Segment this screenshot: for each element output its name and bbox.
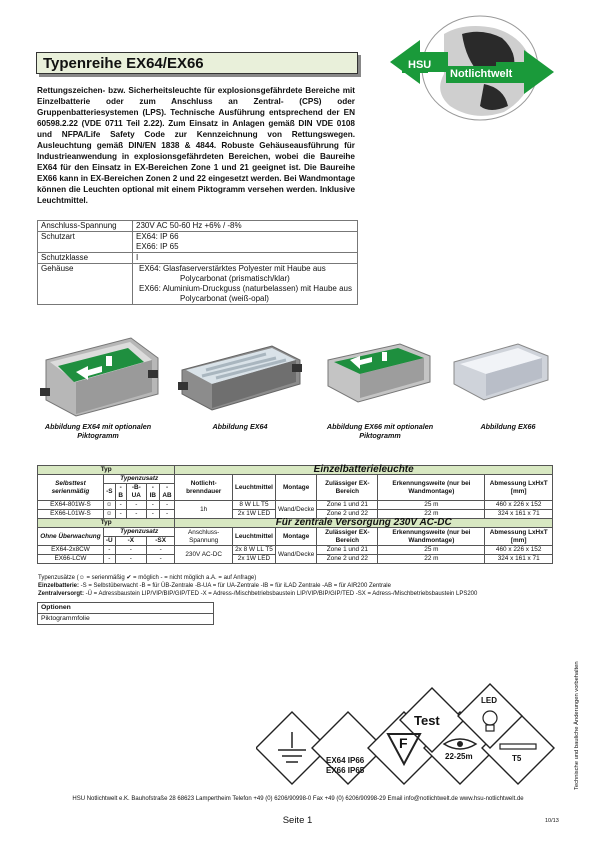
caption-ex64-pictogram: Abbildung EX64 mit optionalen Piktogramm: [44, 422, 152, 440]
table-row: [38, 546, 553, 555]
abmessung-header: Abmessung LxHxT [mm]: [485, 528, 553, 546]
ex-header: Zulässiger EX-Bereich: [317, 528, 378, 546]
dim-cell: 460 x 226 x 152: [485, 546, 553, 555]
spec-value-line: EX64: IP 66: [136, 232, 179, 241]
spec-value-line: EX66: IP 65: [136, 242, 179, 251]
spec-row: [38, 264, 358, 305]
feature-icons: [256, 678, 556, 798]
spec-value: [133, 264, 358, 305]
options-header: Optionen: [38, 603, 214, 614]
zusatz-code: -B-UA: [126, 484, 146, 501]
ip-label-1: EX64 IP66: [326, 756, 365, 765]
type-cell: EX66-L01W-S: [38, 510, 104, 519]
company-logo: [384, 14, 560, 124]
ew-cell: 22 m: [378, 510, 485, 519]
zentral-header: Für zentrale Versorgung 230V AC-DC: [175, 519, 553, 528]
anschluss-header: Anschluss-Spannung: [175, 528, 233, 546]
logo-hsu-text: HSU: [408, 59, 432, 71]
ew-cell: 25 m: [378, 546, 485, 555]
ex66-photo: [448, 330, 558, 420]
ew-cell: 25 m: [378, 501, 485, 510]
type-cell: EX64-2x8CW: [38, 546, 104, 555]
lm-cell: 8 W LL T5: [232, 501, 275, 510]
caption-ex66: Abbildung EX66: [480, 422, 536, 431]
page-title: Typenreihe EX64/EX66: [36, 52, 358, 74]
caption-ex64: Abbildung EX64: [212, 422, 268, 431]
doc-date: 10/13: [545, 818, 559, 824]
typ-header: Typ: [38, 519, 175, 528]
selbsttest-header: Selbsttest serienmäßig: [38, 475, 104, 501]
leuchtmittel-header: Leuchtmittel: [232, 475, 275, 501]
dim-cell: 324 x 161 x 71: [485, 510, 553, 519]
zusatz-code: -B: [115, 484, 126, 501]
dim-cell: 324 x 161 x 71: [485, 555, 553, 564]
test-label: Test: [414, 713, 440, 728]
spec-key: Gehäuse: [38, 264, 133, 305]
typenzusatz-header: Typenzusatz: [103, 528, 174, 537]
spec-row: [38, 221, 358, 232]
leuchtmittel-header: Leuchtmittel: [232, 528, 275, 546]
zusatz-cell: -: [126, 501, 146, 510]
disclaimer-vertical: [574, 640, 586, 790]
table-band: [38, 466, 553, 475]
ex-cell: Zone 1 und 21: [317, 546, 378, 555]
legend-label: Einzelbatterie:: [38, 583, 80, 589]
spec-key: Schutzklasse: [38, 253, 133, 264]
zusatz-code: -S: [103, 484, 115, 501]
zusatz-cell: -: [115, 546, 146, 555]
product-photos: [30, 330, 570, 450]
legend-text: -Ü = Adressbaustein LIP/VIP/BIP/GIP/TED -X = Adress-/Mischbetriebsbaustein LIP/VIP/BIP/GIP/TED -SX = Adress-/Mischbetriebsbaustein LPS200: [84, 591, 478, 597]
dauer-cell: 1h: [175, 501, 233, 519]
zusatz-cell: -: [146, 546, 174, 555]
einzel-header: Einzelbatterieleuchte: [175, 466, 553, 475]
ex-cell: Zone 2 und 22: [317, 555, 378, 564]
spec-value-line: EX66: Aluminium-Druckguss (naturbelassen) mit Haube aus Polycarbonat (weiß-opal): [139, 284, 352, 303]
zusatz-cell: -: [159, 510, 175, 519]
zusatz-code: -SX: [146, 537, 174, 546]
zusatz-cell: -: [146, 510, 159, 519]
zusatz-cell: ☺: [103, 510, 115, 519]
footer-address: HSU Notlichtwelt e.K. Bauhofstraße 28 68623 Lampertheim Telefon +49 (0) 6206/90998-0 Fax +49 (0) 6206/90998-29 Email info@notlichtwelt.de www.hsu-notlichtwelt.de: [72, 796, 524, 802]
t5-label: T5: [512, 754, 522, 763]
ip-label-2: EX66 IP65: [326, 766, 365, 775]
type-cell: EX66-LCW: [38, 555, 104, 564]
zusatz-cell: -: [115, 501, 126, 510]
table-header-row: [38, 475, 553, 484]
montage-cell: Wand/Decke: [275, 546, 316, 564]
zusatz-cell: -: [103, 546, 115, 555]
lm-cell: 2x 8 W LL T5: [232, 546, 275, 555]
legend: [38, 574, 554, 598]
ex-cell: Zone 1 und 21: [317, 501, 378, 510]
zusatz-cell: -: [126, 510, 146, 519]
spec-key: Schutzart: [38, 232, 133, 253]
logo-notlichtwelt-text: Notlichtwelt: [450, 68, 513, 80]
type-cell: EX64-801W-S: [38, 501, 104, 510]
spec-row: [38, 253, 358, 264]
ex-header: Zulässiger EX-Bereich: [317, 475, 378, 501]
erkennung-header: Erkennungsweite (nur bei Wandmontage): [378, 475, 485, 501]
zusatz-code: -X: [115, 537, 146, 546]
zusatz-cell: -: [115, 555, 146, 564]
legend-label: Zentralversorgt:: [38, 591, 85, 597]
spec-table: [37, 220, 358, 305]
spec-value: I: [133, 253, 358, 264]
page-number: Seite 1: [282, 815, 313, 826]
lm-cell: 2x 1W LED: [232, 510, 275, 519]
montage-header: Montage: [275, 475, 316, 501]
f-label: F: [399, 735, 408, 751]
spec-row: [38, 232, 358, 253]
ex64-pictogram-photo: [36, 330, 166, 420]
zusatz-cell: -: [115, 510, 126, 519]
dim-cell: 460 x 226 x 152: [485, 501, 553, 510]
zusatz-cell: -: [159, 501, 175, 510]
disclaimer-text: Technische und bauliche Änderungen vorbehalten: [574, 661, 580, 790]
intro-text: Rettungszeichen- bzw. Sicherheitsleuchte für explosionsgefährdete Bereiche mit Einzelbatterie oder zum Anschluss an Zentral- (CPS) oder Gruppenbatteriesystemen (LPS). Technische Ausführung entsprechend der EN 60598.2.22 (VDE 0711 Teil 2.22). Zum Einsatz in Anlagen gemäß DIN VDE 0108 und NFPA/Life Safety Code zur Kennzeichnung von Rettungswegen. Ausleuchtung gemäß DIN/EN 1838 & 4844. Robuste Gehäuseausführung für Industrieanwendung in explosionsgefährdeten Bereichen, wobei die Baureihe EX64 für den Einsatz in EX-Bereichen Zone 1 und 21 geeignet ist. Die Baureihe EX66 kann in EX-Bereichen Zonen 2 und 22 eingesetzt werden. Bei Wandmontage können die Leuchten optional mit einem Piktogramm versehen werden. Inklusive Leuchtmittel.: [37, 86, 355, 205]
product-table: [37, 465, 553, 564]
table-row: [38, 501, 553, 510]
led-label: LED: [481, 696, 497, 705]
legend-line: Typenzusätze (☺ = serienmäßig ✔ = möglich - = nicht möglich a.A. = auf Anfrage): [38, 575, 257, 581]
spec-value-line: EX64: Glasfaserverstärktes Polyester mit Haube aus Polycarbonat (prismatisch/klar): [139, 264, 326, 283]
spec-key: Anschluss-Spannung: [38, 221, 133, 232]
spec-value: 230V AC 50-60 Hz +6% / -8%: [133, 221, 358, 232]
ohne-header: Ohne Überwachung: [38, 528, 104, 546]
zusatz-cell: ☺: [103, 501, 115, 510]
zusatz-code: -IB: [146, 484, 159, 501]
zusatz-cell: -: [146, 555, 174, 564]
zusatz-cell: -: [146, 501, 159, 510]
spannung-cell: 230V AC-DC: [175, 546, 233, 564]
typ-header: Typ: [38, 466, 175, 475]
ew-cell: 22 m: [378, 555, 485, 564]
montage-header: Montage: [275, 528, 316, 546]
ex64-photo: [176, 330, 306, 420]
ex66-pictogram-photo: [320, 330, 440, 420]
lm-cell: 2x 1W LED: [232, 555, 275, 564]
erkennung-header: Erkennungsweite (nur bei Wandmontage): [378, 528, 485, 546]
ex-cell: Zone 2 und 22: [317, 510, 378, 519]
caption-ex66-pictogram: Abbildung EX66 mit optionalen Piktogramm: [326, 422, 434, 440]
notlicht-header: Notlicht-brenndauer: [175, 475, 233, 501]
options-table: [37, 602, 214, 625]
legend-text: -S = Selbstüberwacht -B = für ÜB-Zentrale -B-UA = für UA-Zentrale -IB = für iLAD Zentrale -AB = für AIR200 Zentrale: [79, 583, 391, 589]
zusatz-code: -Ü: [103, 537, 115, 546]
options-item: Piktogrammfolie: [38, 614, 214, 625]
typenzusatz-header: Typenzusatz: [103, 475, 174, 484]
legend-line: [38, 590, 554, 598]
zusatz-cell: -: [103, 555, 115, 564]
table-band: [38, 519, 553, 528]
table-header-row: [38, 528, 553, 537]
abmessung-header: Abmessung LxHxT [mm]: [485, 475, 553, 501]
range-label: 22-25m: [445, 752, 473, 761]
legend-line: [38, 582, 554, 590]
spec-value: [133, 232, 358, 253]
montage-cell: Wand/Decke: [275, 501, 316, 519]
zusatz-code: -AB: [159, 484, 175, 501]
